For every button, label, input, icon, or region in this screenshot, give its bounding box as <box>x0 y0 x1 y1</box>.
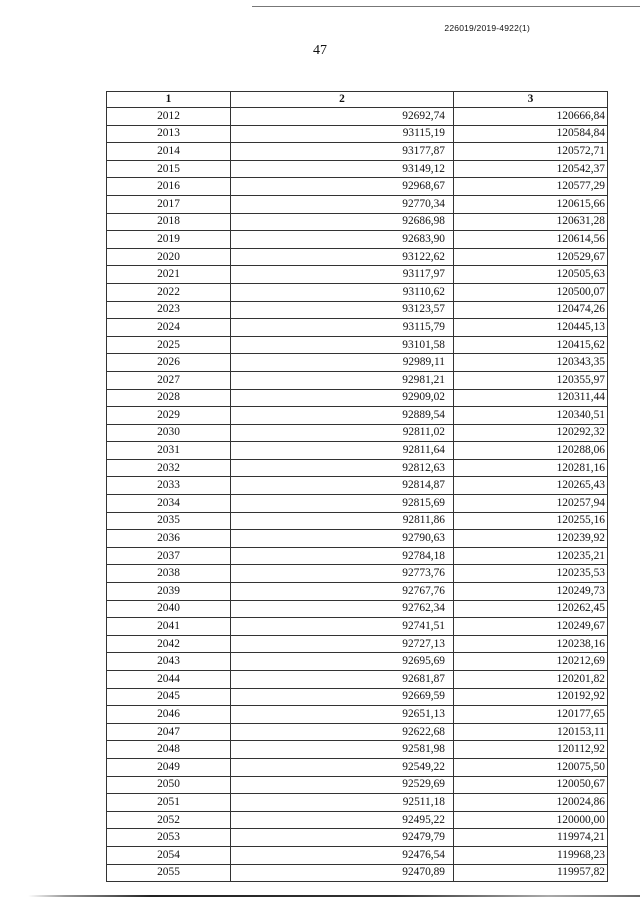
table-cell-col3: 120529,67 <box>454 248 608 266</box>
table-cell-col3: 120577,29 <box>454 178 608 196</box>
table-cell-col1: 2032 <box>107 459 231 477</box>
table-row <box>107 319 608 337</box>
table-cell-col2: 92909,02 <box>231 389 454 407</box>
table-cell-col2: 92529,69 <box>231 776 454 794</box>
table-cell-col3: 120192,92 <box>454 688 608 706</box>
table-cell-col2: 92692,74 <box>231 108 454 126</box>
table-cell-col3: 120500,07 <box>454 283 608 301</box>
table-row <box>107 213 608 231</box>
table-cell-col1: 2028 <box>107 389 231 407</box>
table-cell-col2: 93177,87 <box>231 143 454 161</box>
table-cell-col2: 92811,64 <box>231 442 454 460</box>
table-cell-col3: 120024,86 <box>454 794 608 812</box>
table-cell-col1: 2030 <box>107 424 231 442</box>
table-cell-col3: 120474,26 <box>454 301 608 319</box>
table-row <box>107 565 608 583</box>
column-header-1: 1 <box>107 92 231 108</box>
table-cell-col1: 2037 <box>107 547 231 565</box>
coordinates-table <box>106 91 608 882</box>
table-cell-col2: 92470,89 <box>231 864 454 882</box>
table-cell-col1: 2022 <box>107 283 231 301</box>
table-header-row <box>107 92 608 108</box>
table-cell-col1: 2044 <box>107 671 231 689</box>
table-cell-col3: 120000,00 <box>454 811 608 829</box>
table-cell-col3: 120311,44 <box>454 389 608 407</box>
table-row <box>107 178 608 196</box>
table-row <box>107 618 608 636</box>
table-row <box>107 776 608 794</box>
table-cell-col2: 93122,62 <box>231 248 454 266</box>
table-cell-col2: 92686,98 <box>231 213 454 231</box>
table-cell-col3: 120505,63 <box>454 266 608 284</box>
table-cell-col1: 2023 <box>107 301 231 319</box>
table-cell-col3: 120238,16 <box>454 635 608 653</box>
table-row <box>107 758 608 776</box>
table-cell-col2: 92549,22 <box>231 758 454 776</box>
table-cell-col1: 2038 <box>107 565 231 583</box>
table-row <box>107 231 608 249</box>
page-number: 47 <box>313 43 327 58</box>
table-row <box>107 354 608 372</box>
column-header-3: 3 <box>454 92 608 108</box>
table-cell-col3: 120355,97 <box>454 371 608 389</box>
column-header-2: 2 <box>231 92 454 108</box>
table-cell-col2: 92683,90 <box>231 231 454 249</box>
table-cell-col1: 2052 <box>107 811 231 829</box>
table-cell-col1: 2012 <box>107 108 231 126</box>
table-cell-col1: 2024 <box>107 319 231 337</box>
table-cell-col1: 2051 <box>107 794 231 812</box>
table-cell-col3: 120415,62 <box>454 336 608 354</box>
table-cell-col1: 2040 <box>107 600 231 618</box>
table-cell-col1: 2047 <box>107 723 231 741</box>
table-cell-col2: 92511,18 <box>231 794 454 812</box>
table-cell-col1: 2016 <box>107 178 231 196</box>
table-row <box>107 741 608 759</box>
table-cell-col3: 120265,43 <box>454 477 608 495</box>
table-cell-col1: 2013 <box>107 125 231 143</box>
table-cell-col3: 120262,45 <box>454 600 608 618</box>
table-row <box>107 266 608 284</box>
table-cell-col1: 2019 <box>107 231 231 249</box>
table-cell-col2: 93115,19 <box>231 125 454 143</box>
table-cell-col3: 120112,92 <box>454 741 608 759</box>
table-cell-col1: 2042 <box>107 635 231 653</box>
table-cell-col3: 119968,23 <box>454 846 608 864</box>
table-cell-col2: 92811,02 <box>231 424 454 442</box>
table-cell-col2: 93110,62 <box>231 283 454 301</box>
table-row <box>107 547 608 565</box>
table-cell-col2: 92695,69 <box>231 653 454 671</box>
table-cell-col3: 120666,84 <box>454 108 608 126</box>
table-cell-col2: 92815,69 <box>231 495 454 513</box>
table-cell-col1: 2033 <box>107 477 231 495</box>
table-row <box>107 495 608 513</box>
table-row <box>107 846 608 864</box>
table-cell-col2: 92989,11 <box>231 354 454 372</box>
table-row <box>107 688 608 706</box>
table-cell-col1: 2048 <box>107 741 231 759</box>
table-cell-col3: 120281,16 <box>454 459 608 477</box>
table-row <box>107 160 608 178</box>
table-cell-col1: 2017 <box>107 195 231 213</box>
table-cell-col2: 92784,18 <box>231 547 454 565</box>
table-cell-col2: 92479,79 <box>231 829 454 847</box>
table-cell-col3: 120584,84 <box>454 125 608 143</box>
table-cell-col2: 92476,54 <box>231 846 454 864</box>
table-cell-col3: 120235,21 <box>454 547 608 565</box>
table-cell-col3: 120075,50 <box>454 758 608 776</box>
table-cell-col1: 2043 <box>107 653 231 671</box>
table-row <box>107 600 608 618</box>
table-cell-col2: 92812,63 <box>231 459 454 477</box>
table-row <box>107 530 608 548</box>
table-cell-col1: 2027 <box>107 371 231 389</box>
table-cell-col3: 120631,28 <box>454 213 608 231</box>
table-cell-col2: 92773,76 <box>231 565 454 583</box>
table-cell-col3: 119957,82 <box>454 864 608 882</box>
table-cell-col3: 120343,35 <box>454 354 608 372</box>
table-cell-col1: 2049 <box>107 758 231 776</box>
table-cell-col2: 92681,87 <box>231 671 454 689</box>
table-cell-col2: 92790,63 <box>231 530 454 548</box>
table-cell-col2: 92981,21 <box>231 371 454 389</box>
table-cell-col3: 120153,11 <box>454 723 608 741</box>
table-cell-col1: 2020 <box>107 248 231 266</box>
table-row <box>107 301 608 319</box>
table-cell-col1: 2054 <box>107 846 231 864</box>
table-cell-col3: 120614,56 <box>454 231 608 249</box>
table-cell-col1: 2035 <box>107 512 231 530</box>
table-cell-col2: 92814,87 <box>231 477 454 495</box>
table-cell-col3: 120235,53 <box>454 565 608 583</box>
table-row <box>107 442 608 460</box>
table-cell-col3: 120615,66 <box>454 195 608 213</box>
bottom-rule <box>28 895 640 897</box>
table-row <box>107 459 608 477</box>
table-cell-col2: 92581,98 <box>231 741 454 759</box>
table-cell-col3: 120239,92 <box>454 530 608 548</box>
table-cell-col3: 120255,16 <box>454 512 608 530</box>
table-cell-col1: 2046 <box>107 706 231 724</box>
table-row <box>107 108 608 126</box>
table-row <box>107 653 608 671</box>
table-row <box>107 195 608 213</box>
table-cell-col3: 120340,51 <box>454 407 608 425</box>
table-cell-col2: 92767,76 <box>231 583 454 601</box>
table-cell-col3: 120249,67 <box>454 618 608 636</box>
table-cell-col1: 2041 <box>107 618 231 636</box>
table-cell-col3: 120050,67 <box>454 776 608 794</box>
table-cell-col2: 92968,67 <box>231 178 454 196</box>
table-row <box>107 407 608 425</box>
table-cell-col2: 93149,12 <box>231 160 454 178</box>
table-row <box>107 477 608 495</box>
table-cell-col3: 120177,65 <box>454 706 608 724</box>
table-cell-col1: 2029 <box>107 407 231 425</box>
table-cell-col2: 93115,79 <box>231 319 454 337</box>
table-cell-col2: 93123,57 <box>231 301 454 319</box>
table-cell-col1: 2014 <box>107 143 231 161</box>
table-cell-col3: 120572,71 <box>454 143 608 161</box>
table-cell-col2: 93101,58 <box>231 336 454 354</box>
table-row <box>107 283 608 301</box>
table-row <box>107 671 608 689</box>
table-cell-col2: 92889,54 <box>231 407 454 425</box>
table-cell-col2: 92727,13 <box>231 635 454 653</box>
table-cell-col2: 92651,13 <box>231 706 454 724</box>
table-row <box>107 583 608 601</box>
table-row <box>107 706 608 724</box>
table-cell-col1: 2039 <box>107 583 231 601</box>
table-cell-col3: 120201,82 <box>454 671 608 689</box>
table-cell-col3: 120257,94 <box>454 495 608 513</box>
table-cell-col1: 2015 <box>107 160 231 178</box>
table-row <box>107 248 608 266</box>
table-row <box>107 829 608 847</box>
table-row <box>107 125 608 143</box>
table-cell-col2: 92811,86 <box>231 512 454 530</box>
table-cell-col1: 2034 <box>107 495 231 513</box>
table-cell-col3: 119974,21 <box>454 829 608 847</box>
table-cell-col2: 92741,51 <box>231 618 454 636</box>
table-cell-col3: 120249,73 <box>454 583 608 601</box>
table-cell-col3: 120542,37 <box>454 160 608 178</box>
table-cell-col2: 92770,34 <box>231 195 454 213</box>
document-id: 226019/2019-4922(1) <box>444 23 530 33</box>
table-cell-col2: 92622,68 <box>231 723 454 741</box>
table-row <box>107 723 608 741</box>
table-row <box>107 794 608 812</box>
table-row <box>107 424 608 442</box>
top-rule <box>252 6 640 7</box>
table-cell-col1: 2045 <box>107 688 231 706</box>
table-cell-col3: 120212,69 <box>454 653 608 671</box>
table-cell-col1: 2055 <box>107 864 231 882</box>
table-cell-col1: 2031 <box>107 442 231 460</box>
table-cell-col1: 2053 <box>107 829 231 847</box>
table-row <box>107 389 608 407</box>
table-cell-col3: 120445,13 <box>454 319 608 337</box>
table-row <box>107 336 608 354</box>
table-row <box>107 864 608 882</box>
table-cell-col3: 120292,32 <box>454 424 608 442</box>
table-cell-col1: 2021 <box>107 266 231 284</box>
table-row <box>107 811 608 829</box>
table-row <box>107 371 608 389</box>
table-cell-col1: 2036 <box>107 530 231 548</box>
table-cell-col3: 120288,06 <box>454 442 608 460</box>
table-row <box>107 143 608 161</box>
table-cell-col2: 92495,22 <box>231 811 454 829</box>
table-cell-col2: 92669,59 <box>231 688 454 706</box>
table-cell-col2: 93117,97 <box>231 266 454 284</box>
table-cell-col2: 92762,34 <box>231 600 454 618</box>
table-row <box>107 512 608 530</box>
table-cell-col1: 2026 <box>107 354 231 372</box>
table-row <box>107 635 608 653</box>
table-cell-col1: 2025 <box>107 336 231 354</box>
table-cell-col1: 2050 <box>107 776 231 794</box>
table-cell-col1: 2018 <box>107 213 231 231</box>
